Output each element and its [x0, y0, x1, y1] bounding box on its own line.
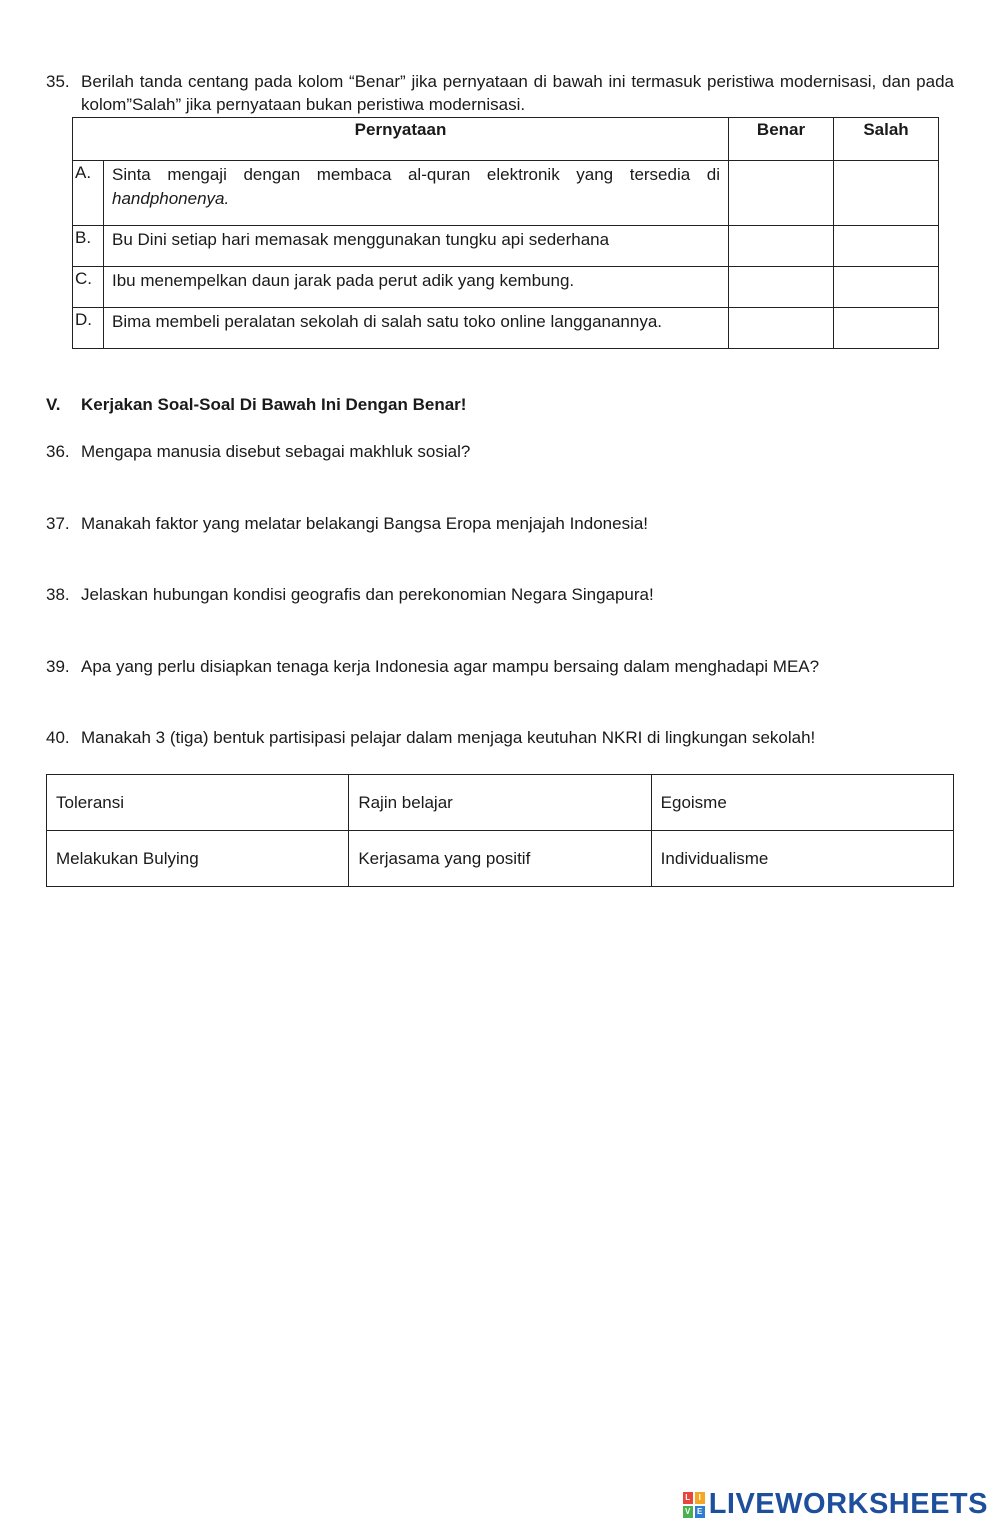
option-cell[interactable]: Melakukan Bulying	[47, 831, 349, 887]
header-statement: Pernyataan	[73, 118, 729, 161]
table-row	[73, 308, 939, 349]
header-true: Benar	[729, 118, 834, 161]
row-letter: C.	[73, 267, 104, 308]
row-statement: Sinta mengaji dengan membaca al-quran elektronik yang tersedia di handphonenya.	[104, 161, 729, 226]
false-checkbox-cell[interactable]	[834, 226, 939, 267]
true-checkbox-cell[interactable]	[729, 161, 834, 226]
options-row	[47, 831, 954, 887]
header-false: Salah	[834, 118, 939, 161]
question-text: Mengapa manusia disebut sebagai makhluk sosial?	[81, 442, 471, 461]
row-letter: A.	[73, 161, 104, 226]
question-number: 38.	[46, 585, 70, 604]
question-38	[46, 585, 654, 605]
liveworksheets-logo	[683, 1488, 988, 1521]
question-number: 36.	[46, 442, 70, 461]
table-row	[73, 226, 939, 267]
question-number: 40.	[46, 728, 70, 747]
options-table	[46, 774, 954, 887]
question-text: Berilah tanda centang pada kolom “Benar” jika pernyataan di bawah ini termasuk peristiwa modernisasi, dan pada kolom”Salah” jika pernyataan bukan peristiwa modernisasi.	[81, 72, 954, 114]
option-cell[interactable]: Kerjasama yang positif	[349, 831, 651, 887]
question-text: Jelaskan hubungan kondisi geografis dan perekonomian Negara Singapura!	[81, 585, 654, 604]
question-text: Apa yang perlu disiapkan tenaga kerja Indonesia agar mampu bersaing dalam menghadapi MEA?	[81, 657, 820, 676]
question-36	[46, 442, 470, 462]
question-37	[46, 514, 648, 534]
false-checkbox-cell[interactable]	[834, 267, 939, 308]
question-40	[46, 728, 815, 748]
table-header-row	[73, 118, 939, 161]
options-row	[47, 775, 954, 831]
logo-tile: V	[683, 1506, 693, 1518]
statement-table	[72, 117, 939, 349]
row-letter: D.	[73, 308, 104, 349]
row-statement: Bima membeli peralatan sekolah di salah satu toko online langganannya.	[104, 308, 729, 349]
question-number: 39.	[46, 657, 70, 676]
true-checkbox-cell[interactable]	[729, 226, 834, 267]
false-checkbox-cell[interactable]	[834, 161, 939, 226]
logo-grid-icon	[683, 1492, 705, 1518]
row-letter: B.	[73, 226, 104, 267]
true-checkbox-cell[interactable]	[729, 308, 834, 349]
section-heading	[46, 395, 466, 415]
row-statement: Bu Dini setiap hari memasak menggunakan tungku api sederhana	[104, 226, 729, 267]
question-number: 35.	[46, 72, 70, 91]
table-row	[73, 161, 939, 226]
section-title: Kerjakan Soal-Soal Di Bawah Ini Dengan Benar!	[81, 395, 467, 414]
question-number: 37.	[46, 514, 70, 533]
logo-tile: E	[695, 1506, 705, 1518]
section-number: V.	[46, 395, 61, 414]
table-row	[73, 267, 939, 308]
question-39	[46, 657, 819, 677]
option-cell[interactable]: Toleransi	[47, 775, 349, 831]
question-text: Manakah faktor yang melatar belakangi Bangsa Eropa menjajah Indonesia!	[81, 514, 649, 533]
option-cell[interactable]: Individualisme	[651, 831, 953, 887]
row-statement: Ibu menempelkan daun jarak pada perut adik yang kembung.	[104, 267, 729, 308]
option-cell[interactable]: Egoisme	[651, 775, 953, 831]
question-text: Manakah 3 (tiga) bentuk partisipasi pelajar dalam menjaga keutuhan NKRI di lingkungan sekolah!	[81, 728, 816, 747]
option-cell[interactable]: Rajin belajar	[349, 775, 651, 831]
question-35	[46, 70, 954, 116]
true-checkbox-cell[interactable]	[729, 267, 834, 308]
logo-tile: L	[683, 1492, 693, 1504]
brand-wordmark: LIVEWORKSHEETS	[708, 1488, 988, 1520]
false-checkbox-cell[interactable]	[834, 308, 939, 349]
logo-tile: I	[695, 1492, 705, 1504]
